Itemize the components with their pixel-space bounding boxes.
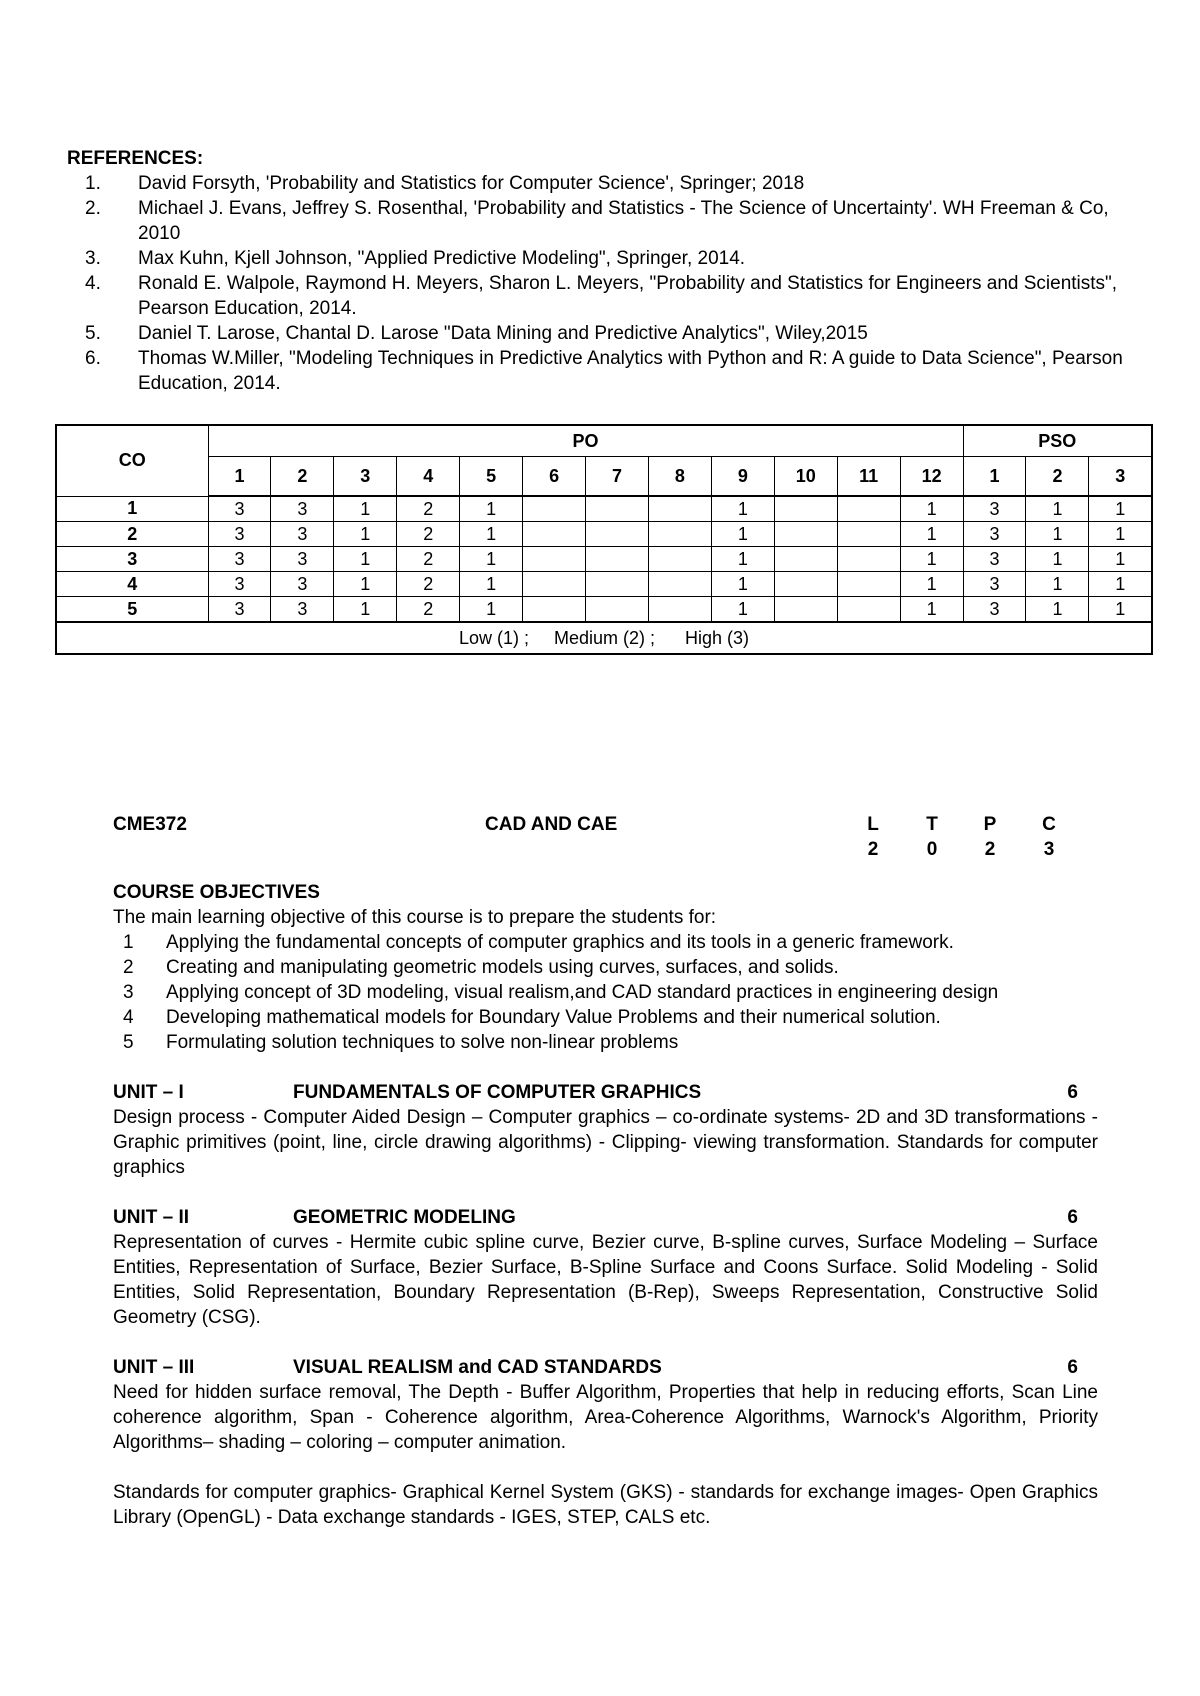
po-cell <box>523 572 586 597</box>
po-cell <box>774 496 837 522</box>
po-cell: 3 <box>208 522 271 547</box>
po-cell <box>648 496 711 522</box>
unit-content: Need for hidden surface removal, The Depth - Buffer Algorithm, Properties that help in reducing efforts, Scan Line coherence algorithm, Span - Coherence algorithm, Area-Coherence Algorithms, Warnock's Algorithm, Priority Algorithms– shading – coloring – computer animation. <box>113 1382 1098 1453</box>
reference-text: Michael J. Evans, Jeffrey S. Rosenthal, 'Probability and Statistics - The Science of Uncertainty'. WH Freeman & Co, 2010 <box>138 198 1109 244</box>
objective-item <box>113 955 1098 980</box>
pso-cell: 3 <box>963 547 1026 572</box>
pso-column-header: 3 <box>1089 457 1152 497</box>
objective-number: 5 <box>123 1032 134 1053</box>
po-cell: 1 <box>711 496 774 522</box>
pso-cell: 3 <box>963 597 1026 623</box>
po-header: PO <box>208 425 963 457</box>
po-column-header: 11 <box>837 457 900 497</box>
pso-column-header: 2 <box>1026 457 1089 497</box>
po-cell: 3 <box>271 496 334 522</box>
unit-hours: 6 <box>1067 1082 1078 1103</box>
unit-content: Design process - Computer Aided Design – Computer graphics – co-ordinate systems- 2D and 3D transformations - Graphic primitives (point, line, circle drawing algorithms) - Clipping- viewing transformation. Standards for computer graphics <box>113 1107 1098 1178</box>
po-cell: 3 <box>271 597 334 623</box>
co-po-table <box>55 424 1153 655</box>
po-cell <box>586 572 649 597</box>
po-cell: 1 <box>460 496 523 522</box>
po-cell: 1 <box>460 597 523 623</box>
po-cell <box>586 547 649 572</box>
po-cell: 1 <box>334 547 397 572</box>
po-cell <box>648 547 711 572</box>
objective-number: 1 <box>123 932 134 953</box>
pso-cell: 1 <box>1026 597 1089 623</box>
po-cell: 3 <box>271 522 334 547</box>
pso-cell: 1 <box>1089 522 1152 547</box>
course-title: CAD AND CAE <box>485 814 618 835</box>
objectives-list <box>113 930 1098 1055</box>
unit-number: UNIT – II <box>113 1207 190 1228</box>
pso-cell: 1 <box>1089 496 1152 522</box>
po-cell <box>586 522 649 547</box>
po-cell <box>837 522 900 547</box>
po-cell <box>774 547 837 572</box>
pso-cell: 1 <box>1089 597 1152 623</box>
references-title: REFERENCES: <box>67 148 204 169</box>
objective-item <box>113 1030 1098 1055</box>
po-cell: 2 <box>397 547 460 572</box>
ltpc-c: C 3 <box>1042 814 1056 860</box>
objectives-title: COURSE OBJECTIVES <box>113 882 320 903</box>
po-cell: 2 <box>397 496 460 522</box>
po-cell <box>523 522 586 547</box>
objective-item <box>113 1005 1098 1030</box>
table-legend-row <box>56 622 1152 654</box>
pso-cell: 3 <box>963 496 1026 522</box>
po-cell <box>837 496 900 522</box>
po-cell: 3 <box>208 496 271 522</box>
co-cell: 5 <box>56 597 208 623</box>
co-header: CO <box>56 425 208 496</box>
po-cell: 2 <box>397 572 460 597</box>
co-cell: 3 <box>56 547 208 572</box>
co-cell: 2 <box>56 522 208 547</box>
po-cell: 1 <box>900 597 963 623</box>
pso-cell: 1 <box>1089 572 1152 597</box>
reference-item <box>67 271 1147 321</box>
po-column-header: 3 <box>334 457 397 497</box>
table-header-row-group <box>56 425 1152 457</box>
po-cell: 2 <box>397 597 460 623</box>
po-cell <box>648 597 711 623</box>
reference-number: 2. <box>85 198 101 219</box>
pso-column-header: 1 <box>963 457 1026 497</box>
objectives-intro: The main learning objective of this course is to prepare the students for: <box>113 907 717 928</box>
table-body <box>56 496 1152 622</box>
po-cell: 3 <box>208 597 271 623</box>
reference-number: 6. <box>85 348 101 369</box>
po-cell <box>586 496 649 522</box>
pso-header: PSO <box>963 425 1152 457</box>
po-column-header: 7 <box>586 457 649 497</box>
po-cell: 1 <box>711 522 774 547</box>
po-column-header: 9 <box>711 457 774 497</box>
po-cell <box>837 572 900 597</box>
po-cell: 1 <box>900 496 963 522</box>
reference-item <box>67 321 1147 346</box>
unit-content: Standards for computer graphics- Graphical Kernel System (GKS) - standards for exchange images- Open Graphics Library (OpenGL) - Data exchange standards - IGES, STEP, CALS etc. <box>113 1482 1098 1528</box>
po-cell <box>523 597 586 623</box>
po-cell: 2 <box>397 522 460 547</box>
unit-hours: 6 <box>1067 1207 1078 1228</box>
po-column-header: 12 <box>900 457 963 497</box>
co-cell: 1 <box>56 496 208 522</box>
unit-title: FUNDAMENTALS OF COMPUTER GRAPHICS <box>293 1082 702 1103</box>
po-cell <box>648 572 711 597</box>
co-cell: 4 <box>56 572 208 597</box>
pso-cell: 1 <box>1026 547 1089 572</box>
unit-header <box>113 1080 1098 1105</box>
pso-cell: 3 <box>963 522 1026 547</box>
po-column-header: 10 <box>774 457 837 497</box>
po-column-header: 4 <box>397 457 460 497</box>
po-cell <box>774 572 837 597</box>
pso-cell: 1 <box>1026 522 1089 547</box>
table-row <box>56 547 1152 572</box>
unit-title: VISUAL REALISM and CAD STANDARDS <box>293 1357 662 1378</box>
po-cell <box>648 522 711 547</box>
po-cell: 1 <box>711 547 774 572</box>
po-cell <box>837 597 900 623</box>
units-list <box>113 1080 1098 1530</box>
objective-number: 2 <box>123 957 134 978</box>
po-cell <box>586 597 649 623</box>
course-code: CME372 <box>113 814 187 835</box>
po-cell: 1 <box>711 572 774 597</box>
table-row <box>56 572 1152 597</box>
objective-text: Developing mathematical models for Boundary Value Problems and their numerical solution. <box>166 1007 941 1028</box>
po-cell: 3 <box>208 572 271 597</box>
objective-text: Applying concept of 3D modeling, visual realism,and CAD standard practices in engineering design <box>166 982 999 1003</box>
po-cell <box>523 547 586 572</box>
po-cell: 1 <box>460 572 523 597</box>
reference-item <box>67 246 1147 271</box>
pso-cell: 1 <box>1026 572 1089 597</box>
objective-item <box>113 930 1098 955</box>
po-cell: 1 <box>900 522 963 547</box>
pso-cell: 1 <box>1026 496 1089 522</box>
reference-item <box>67 346 1147 396</box>
unit-content: Representation of curves - Hermite cubic spline curve, Bezier curve, B-spline curves, Surface Modeling – Surface Entities, Representation of Surface, Bezier Surface, B-Spline Surface and Coons Surface. Solid Modeling - Solid Entities, Solid Representation, Boundary Representation (B-Rep), Sweeps Representation, Constructive Solid Geometry (CSG). <box>113 1232 1098 1328</box>
po-cell: 1 <box>334 496 397 522</box>
po-cell: 1 <box>460 547 523 572</box>
po-cell: 1 <box>334 522 397 547</box>
po-cell <box>523 496 586 522</box>
po-cell <box>837 547 900 572</box>
objective-number: 4 <box>123 1007 134 1028</box>
table-row <box>56 597 1152 623</box>
pso-cell: 3 <box>963 572 1026 597</box>
table-row <box>56 496 1152 522</box>
unit-section <box>113 1080 1098 1180</box>
unit-hours: 6 <box>1067 1357 1078 1378</box>
unit-section <box>113 1355 1098 1530</box>
unit-section <box>113 1205 1098 1330</box>
po-cell: 3 <box>208 547 271 572</box>
reference-text: Thomas W.Miller, "Modeling Techniques in Predictive Analytics with Python and R: A guide to Data Science", Pearson Education, 2014. <box>138 348 1123 394</box>
reference-text: Max Kuhn, Kjell Johnson, "Applied Predictive Modeling", Springer, 2014. <box>138 248 746 269</box>
reference-text: Daniel T. Larose, Chantal D. Larose "Data Mining and Predictive Analytics", Wiley,2015 <box>138 323 868 344</box>
pso-cell: 1 <box>1089 547 1152 572</box>
table-row <box>56 522 1152 547</box>
po-cell: 1 <box>460 522 523 547</box>
reference-number: 3. <box>85 248 101 269</box>
objective-text: Formulating solution techniques to solve non-linear problems <box>166 1032 679 1053</box>
references-list <box>67 171 1147 396</box>
reference-number: 5. <box>85 323 101 344</box>
reference-number: 4. <box>85 273 101 294</box>
po-column-header: 8 <box>648 457 711 497</box>
po-column-header: 2 <box>271 457 334 497</box>
reference-item <box>67 171 1147 196</box>
objective-number: 3 <box>123 982 134 1003</box>
po-column-header: 1 <box>208 457 271 497</box>
course-section <box>113 812 1098 1530</box>
po-cell: 1 <box>900 547 963 572</box>
po-cell: 1 <box>334 597 397 623</box>
ltpc-t: T 0 <box>926 814 938 860</box>
table-header-row-numbers <box>56 457 1152 497</box>
po-cell: 3 <box>271 572 334 597</box>
reference-text: David Forsyth, 'Probability and Statistics for Computer Science', Springer; 2018 <box>138 173 805 194</box>
objective-text: Applying the fundamental concepts of computer graphics and its tools in a generic framework. <box>166 932 954 953</box>
po-column-header: 5 <box>460 457 523 497</box>
po-cell <box>774 597 837 623</box>
unit-number: UNIT – I <box>113 1082 184 1103</box>
unit-number: UNIT – III <box>113 1357 195 1378</box>
ltpc-p: P 2 <box>983 814 997 860</box>
po-cell: 1 <box>711 597 774 623</box>
unit-header <box>113 1355 1098 1380</box>
unit-title: GEOMETRIC MODELING <box>293 1207 516 1228</box>
po-column-header: 6 <box>523 457 586 497</box>
po-cell <box>774 522 837 547</box>
po-cell: 1 <box>334 572 397 597</box>
reference-number: 1. <box>85 173 101 194</box>
po-cell: 3 <box>271 547 334 572</box>
po-cell: 1 <box>900 572 963 597</box>
unit-header <box>113 1205 1098 1230</box>
reference-item <box>67 196 1147 246</box>
reference-text: Ronald E. Walpole, Raymond H. Meyers, Sharon L. Meyers, "Probability and Statistics for Engineers and Scientists", Pearson Education, 2014. <box>138 273 1118 319</box>
table-legend: Low (1) ; Medium (2) ; High (3) <box>56 622 1152 654</box>
objective-item <box>113 980 1098 1005</box>
references-section <box>67 146 1147 396</box>
ltpc-l: L 2 <box>867 814 879 860</box>
course-header <box>113 812 1098 862</box>
objective-text: Creating and manipulating geometric models using curves, surfaces, and solids. <box>166 957 839 978</box>
